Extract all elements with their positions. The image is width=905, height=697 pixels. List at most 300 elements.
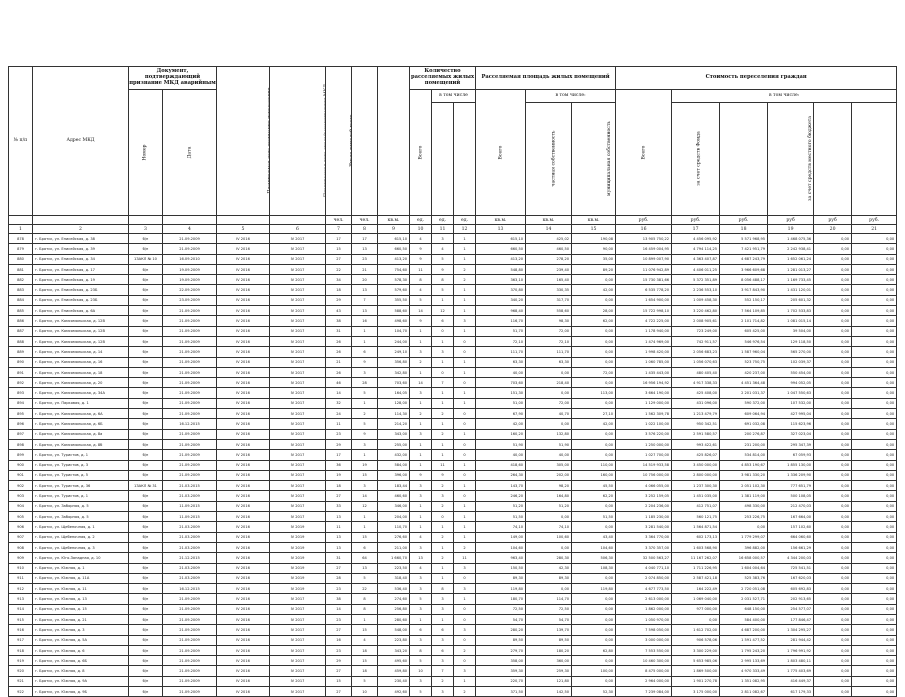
table-cell: 0 xyxy=(454,347,476,357)
table-cell: 0,00 xyxy=(572,625,616,635)
table-cell: 0,00 xyxy=(672,614,720,624)
table-cell: IV 2017 xyxy=(270,244,326,254)
table-cell: 9 xyxy=(352,429,378,439)
table-cell: 21.09.2009 xyxy=(163,666,217,676)
table-cell: 1 474 969,00 xyxy=(616,336,672,346)
table-cell: 11.09.2015 xyxy=(163,512,217,522)
header-planned-resettlement xyxy=(217,67,270,216)
table-cell: 21.09.2009 xyxy=(163,450,217,460)
header-rownum: № п/п xyxy=(9,67,33,216)
table-cell: 0,00 xyxy=(572,614,616,624)
table-cell: 3 xyxy=(352,439,378,449)
table-cell: 28,00 xyxy=(572,306,616,316)
table-cell: 21.09.2009 xyxy=(163,645,217,655)
table-cell: 64 xyxy=(352,553,378,563)
address-cell: г. Братск, ул. Южная, д. 11 xyxy=(33,584,129,594)
table-cell: 13 xyxy=(326,512,352,522)
table-cell: б/н xyxy=(129,419,163,429)
table-cell: 584 400,00 xyxy=(720,614,768,624)
table-cell: 280,30 xyxy=(526,553,572,563)
table-cell: 1 xyxy=(454,367,476,377)
table-cell: 0 xyxy=(454,450,476,460)
table-cell: 919 xyxy=(9,656,33,666)
table-cell: 5 xyxy=(352,419,378,429)
table-cell: 1 862 000,00 xyxy=(616,604,672,614)
table-cell: 615,10 xyxy=(378,234,410,244)
table-cell: 0,00 xyxy=(814,687,852,697)
table-cell: 327 023,04 xyxy=(768,429,814,439)
table-cell: 1 xyxy=(352,450,378,460)
table-cell: 167 620,03 xyxy=(768,573,814,583)
table-cell: 0,00 xyxy=(852,532,897,542)
table-cell: 21.09.2009 xyxy=(163,244,217,254)
table-cell: 0,00 xyxy=(526,542,572,552)
table-cell: 371,50 xyxy=(476,687,526,697)
table-cell: 15 730 381,66 xyxy=(616,275,672,285)
table-cell: 249,10 xyxy=(378,347,410,357)
table-cell: IV 2019 xyxy=(270,532,326,542)
table-cell: IV 2016 xyxy=(217,614,270,624)
table-cell: 39 504,00 xyxy=(768,326,814,336)
address-cell: г. Братск, ул. Южная, д. 15 xyxy=(33,604,129,614)
table-cell: 113,00 xyxy=(572,388,616,398)
table-cell: 280,20 xyxy=(476,625,526,635)
table-cell: 1 xyxy=(454,234,476,244)
table-cell: 1 250 000,00 xyxy=(616,439,672,449)
column-numbers-row xyxy=(9,225,897,234)
table-cell: 0,00 xyxy=(814,295,852,305)
table-cell: IV 2016 xyxy=(217,439,270,449)
table-cell: 27 xyxy=(326,491,352,501)
table-cell: 67,90 xyxy=(476,409,526,419)
table-cell: б/н xyxy=(129,264,163,274)
table-cell: IV 2017 xyxy=(270,625,326,635)
table-row xyxy=(9,378,897,388)
table-cell: IV 2016 xyxy=(217,522,270,532)
address-cell: г. Братск, ул. Енисейская, д. 38 xyxy=(33,234,129,244)
table-cell: 525 383,76 xyxy=(720,573,768,583)
table-cell: 0 xyxy=(454,409,476,419)
table-cell: 885 xyxy=(9,306,33,316)
table-cell: 1 xyxy=(454,460,476,470)
table-cell: 13 xyxy=(352,563,378,573)
column-number-cell: 1 xyxy=(9,225,33,234)
table-cell: 21.09.2009 xyxy=(163,357,217,367)
table-cell: 506,30 xyxy=(572,553,616,563)
table-cell: 13 905 750,22 xyxy=(616,234,672,244)
table-cell: 223,50 xyxy=(378,563,410,573)
table-cell: 29 xyxy=(326,295,352,305)
address-cell: г. Братск, ул. Заборная, д. 5 xyxy=(33,512,129,522)
table-cell: 156 661,29 xyxy=(768,542,814,552)
table-cell: 3 xyxy=(410,347,432,357)
table-cell: IV 2017 xyxy=(270,388,326,398)
table-cell: 894 xyxy=(9,398,33,408)
table-cell: 460,60 xyxy=(378,491,410,501)
table-cell: 1 237 300,30 xyxy=(672,481,720,491)
table-cell: 43 xyxy=(326,306,352,316)
table-cell: 370,80 xyxy=(476,285,526,295)
table-cell: 14 xyxy=(410,378,432,388)
table-cell: 0,00 xyxy=(814,378,852,388)
table-cell: 1 047 550,63 xyxy=(768,388,814,398)
table-cell: 2 101 714,82 xyxy=(720,316,768,326)
table-cell: 51,90 xyxy=(526,439,572,449)
table-cell: 889 xyxy=(9,347,33,357)
table-cell: 279,70 xyxy=(476,645,526,655)
table-cell: 1 xyxy=(352,614,378,624)
table-cell: 46 xyxy=(326,378,352,388)
table-cell: IV 2016 xyxy=(217,604,270,614)
table-cell: IV 2016 xyxy=(217,645,270,655)
table-cell: 0,00 xyxy=(814,306,852,316)
table-cell: 1 xyxy=(432,357,454,367)
table-cell: 129 118,50 xyxy=(768,336,814,346)
table-cell: 21.09.2009 xyxy=(163,687,217,697)
table-cell: 460,50 xyxy=(526,244,572,254)
column-number-cell: 16 xyxy=(616,225,672,234)
table-cell: 12 xyxy=(352,501,378,511)
table-cell: 0,00 xyxy=(720,522,768,532)
table-cell: 1 xyxy=(352,512,378,522)
table-cell: 21.09.2009 xyxy=(163,347,217,357)
table-cell: 560 121,75 xyxy=(672,512,720,522)
table-cell: 0 xyxy=(454,656,476,666)
table-cell: 21.09.2009 xyxy=(163,470,217,480)
table-cell: 274,60 xyxy=(378,594,410,604)
table-cell: 358,00 xyxy=(476,656,526,666)
table-row xyxy=(9,419,897,429)
table-cell: 4 xyxy=(432,244,454,254)
table-cell: IV 2017 xyxy=(270,512,326,522)
table-row xyxy=(9,367,897,377)
table-cell: 882 xyxy=(9,275,33,285)
table-cell: 921 xyxy=(9,676,33,686)
table-cell: 1 xyxy=(432,398,454,408)
table-cell: 1 xyxy=(454,501,476,511)
table-cell: 0,00 xyxy=(572,522,616,532)
table-cell: 3 xyxy=(432,347,454,357)
address-cell: г. Братск, ул. Комсомольская, д. 12В xyxy=(33,336,129,346)
table-cell: 903 xyxy=(9,491,33,501)
table-cell: 900 xyxy=(9,460,33,470)
table-cell: 3 xyxy=(410,635,432,645)
table-cell: 21.09.2009 xyxy=(163,460,217,470)
table-cell: IV 2019 xyxy=(270,542,326,552)
table-cell: 13 xyxy=(352,285,378,295)
table-cell: 295 347,39 xyxy=(768,439,814,449)
table-cell: 777 651,79 xyxy=(768,481,814,491)
table-cell: 21.03.2009 xyxy=(163,532,217,542)
table-cell: 6 535 778,20 xyxy=(616,285,672,295)
table-cell: 244,00 xyxy=(378,336,410,346)
address-cell: г. Братск, ул. Комсомольская, д. 12В xyxy=(33,316,129,326)
table-cell: 4 970 333,49 xyxy=(720,666,768,676)
table-cell: IV 2019 xyxy=(270,522,326,532)
table-cell: 425 826,07 xyxy=(672,450,720,460)
table-cell: 72,00 xyxy=(526,326,572,336)
table-cell: 890 xyxy=(9,357,33,367)
table-cell: 2 811 082,67 xyxy=(720,687,768,697)
table-cell: 891 xyxy=(9,367,33,377)
table-cell: 21.03.2009 xyxy=(163,522,217,532)
table-cell: 0,00 xyxy=(852,512,897,522)
header-rooms-total: Всего xyxy=(410,90,432,216)
table-cell: 1 901 270,78 xyxy=(672,676,720,686)
table-cell: 0,00 xyxy=(852,481,897,491)
table-cell: 615,10 xyxy=(476,234,526,244)
table-cell: 0,00 xyxy=(852,614,897,624)
address-cell: г. Братск, ул. Енисейская, д. 39 xyxy=(33,244,129,254)
unit-cell xyxy=(217,216,270,225)
table-cell: б/н xyxy=(129,522,163,532)
table-cell: 51,50 xyxy=(476,512,526,522)
table-cell: 1 xyxy=(454,676,476,686)
table-body xyxy=(9,216,897,697)
table-cell: 22.09.2009 xyxy=(163,285,217,295)
table-row xyxy=(9,522,897,532)
table-cell: 0,00 xyxy=(572,604,616,614)
table-cell: 3 xyxy=(432,234,454,244)
header-cost-incl: в том числе: xyxy=(672,90,897,103)
table-cell: 21.03.2009 xyxy=(163,563,217,573)
table-cell: 4 363 407,87 xyxy=(672,254,720,264)
table-cell: 0,00 xyxy=(572,336,616,346)
table-cell: 28 xyxy=(352,378,378,388)
table-cell: б/н xyxy=(129,285,163,295)
table-cell: 89,30 xyxy=(526,573,572,583)
table-cell: 10 756 000,00 xyxy=(616,470,672,480)
table-cell: 897 xyxy=(9,429,33,439)
table-cell: 0,00 xyxy=(852,542,897,552)
table-cell: 18 xyxy=(326,481,352,491)
table-cell: 72,10 xyxy=(526,336,572,346)
table-cell: 7 xyxy=(352,295,378,305)
table-cell: б/н xyxy=(129,336,163,346)
table-cell: 909 xyxy=(9,553,33,563)
table-cell: 100,60 xyxy=(526,532,572,542)
table-cell: IV 2017 xyxy=(270,234,326,244)
table-cell: 916 xyxy=(9,625,33,635)
address-cell: г. Братск, ул. Комсомольская, д. 16 xyxy=(33,357,129,367)
table-cell: 14 xyxy=(410,306,432,316)
table-cell: 495,60 xyxy=(378,656,410,666)
table-cell: IV 2017 xyxy=(270,326,326,336)
table-cell: 6 xyxy=(432,316,454,326)
table-cell: IV 2016 xyxy=(217,512,270,522)
table-cell: 3 xyxy=(454,563,476,573)
table-cell: 177 846,47 xyxy=(768,614,814,624)
address-cell: г. Братск, ул. Туристов, д. 3 xyxy=(33,460,129,470)
table-cell: 11.09.2015 xyxy=(163,501,217,511)
table-cell: 21.09.2009 xyxy=(163,594,217,604)
header-document-group: Документ, подтверждающий признание МКД аварийным xyxy=(129,67,217,90)
table-cell: 0,00 xyxy=(852,429,897,439)
table-cell: 0 xyxy=(454,470,476,480)
table-cell: 703,60 xyxy=(378,378,410,388)
table-cell: IV 2016 xyxy=(217,378,270,388)
table-row xyxy=(9,614,897,624)
table-row xyxy=(9,563,897,573)
table-cell: 15 xyxy=(352,625,378,635)
table-cell: 51,00 xyxy=(476,398,526,408)
table-cell: 54,70 xyxy=(526,614,572,624)
table-cell: 3 xyxy=(410,584,432,594)
table-cell: 4 722 225,00 xyxy=(616,316,672,326)
table-cell: 62,20 xyxy=(572,491,616,501)
table-cell: 15 xyxy=(352,470,378,480)
table-cell: 584,00 xyxy=(378,460,410,470)
table-cell: IV 2017 xyxy=(270,460,326,470)
table-cell: IV 2016 xyxy=(217,336,270,346)
table-cell: 0,00 xyxy=(814,275,852,285)
table-cell: 886 xyxy=(9,316,33,326)
table-cell: 16 459 004,95 xyxy=(616,244,672,254)
table-cell: 0,00 xyxy=(814,584,852,594)
table-cell: б/н xyxy=(129,450,163,460)
table-cell: 0,00 xyxy=(852,275,897,285)
address-cell: г. Братск, ул. Енисейская, д. 17 xyxy=(33,264,129,274)
table-cell: 21.03.2009 xyxy=(163,491,217,501)
column-number-cell: 13 xyxy=(476,225,526,234)
table-cell: 0 xyxy=(432,326,454,336)
table-cell: 5 xyxy=(410,656,432,666)
table-cell: 1 654 900,00 xyxy=(616,295,672,305)
table-cell: 51,20 xyxy=(526,501,572,511)
table-cell: IV 2016 xyxy=(217,254,270,264)
table-cell: 13 xyxy=(326,542,352,552)
table-row xyxy=(9,264,897,274)
table-cell: 2 008 905,61 xyxy=(672,316,720,326)
table-cell: 51,20 xyxy=(476,501,526,511)
table-cell: 0,00 xyxy=(814,347,852,357)
table-cell: б/н xyxy=(129,326,163,336)
table-cell: 888 xyxy=(9,336,33,346)
table-cell: 21.09.2009 xyxy=(163,326,217,336)
unit-cell: чел. xyxy=(326,216,352,225)
table-cell: 211,00 xyxy=(378,542,410,552)
table-cell: 35,00 xyxy=(572,254,616,264)
address-cell: г. Братск, ул. Заборная, д. 5 xyxy=(33,501,129,511)
table-cell: 43,40 xyxy=(572,532,616,542)
table-cell: 0,00 xyxy=(852,244,897,254)
table-cell: б/н xyxy=(129,295,163,305)
table-cell: 12 xyxy=(432,306,454,316)
table-cell: 907 xyxy=(9,532,33,542)
table-cell: б/н xyxy=(129,542,163,552)
table-cell: 11 xyxy=(410,264,432,274)
table-cell: IV 2016 xyxy=(217,264,270,274)
table-cell: 498,60 xyxy=(378,316,410,326)
table-cell: 552 150,17 xyxy=(720,295,768,305)
table-cell: 977 000,00 xyxy=(672,604,720,614)
unit-cell: руб. xyxy=(852,216,897,225)
table-cell: 4 xyxy=(410,285,432,295)
table-cell: б/н xyxy=(129,409,163,419)
table-cell: 0,00 xyxy=(852,347,897,357)
table-cell: 0,00 xyxy=(852,491,897,501)
header-cost-total: Всего xyxy=(616,90,672,216)
table-cell: 412 751,07 xyxy=(672,501,720,511)
table-cell: 21.03.2009 xyxy=(163,542,217,552)
address-cell: г. Братск, ул. Енисейская, д. 34 xyxy=(33,254,129,264)
table-cell: 14 xyxy=(326,604,352,614)
table-cell: 157 102,60 xyxy=(768,522,814,532)
table-row xyxy=(9,676,897,686)
table-cell: 32 500 563,27 xyxy=(616,553,672,563)
table-cell: 3 xyxy=(410,491,432,501)
table-cell: 2 201 031,37 xyxy=(720,388,768,398)
table-cell: 0,00 xyxy=(852,316,897,326)
table-cell: 427 995,04 xyxy=(768,409,814,419)
table-cell: 910 xyxy=(9,563,33,573)
table-cell: 3 xyxy=(410,481,432,491)
table-cell: 4 853 190,67 xyxy=(720,460,768,470)
table-row xyxy=(9,481,897,491)
table-cell: 8 xyxy=(352,604,378,614)
table-cell: 14 xyxy=(352,491,378,501)
table-cell: 918 xyxy=(9,645,33,655)
table-cell: 23 xyxy=(326,645,352,655)
table-cell: 45,50 xyxy=(572,481,616,491)
address-cell: г. Братск, ул. Комсомольская, д. 6Б xyxy=(33,419,129,429)
table-cell: 1 xyxy=(410,398,432,408)
table-cell: 558,60 xyxy=(526,306,572,316)
table-cell: 40,70 xyxy=(526,409,572,419)
table-row xyxy=(9,285,897,295)
table-cell: 0,00 xyxy=(814,450,852,460)
address-cell: г. Братск, ул. Щебеночная, д. 2 xyxy=(33,532,129,542)
table-cell: 27 xyxy=(326,563,352,573)
table-cell: 0 xyxy=(454,604,476,614)
table-cell: 202,00 xyxy=(526,470,572,480)
table-cell: 534 814,00 xyxy=(720,450,768,460)
table-cell: 23 xyxy=(352,254,378,264)
table-cell: 21.09.2009 xyxy=(163,336,217,346)
table-cell: 4 456 095,92 xyxy=(672,234,720,244)
table-cell: 892 xyxy=(9,378,33,388)
table-cell: 1 xyxy=(432,336,454,346)
table-cell: 330,35 xyxy=(526,285,572,295)
table-cell: 416 449,37 xyxy=(768,676,814,686)
table-cell: IV 2016 xyxy=(217,553,270,563)
table-cell: 2 720 051,08 xyxy=(720,584,768,594)
table-cell: 3 xyxy=(454,316,476,326)
table-cell: 664 060,60 xyxy=(768,532,814,542)
table-cell: 21.09.2009 xyxy=(163,388,217,398)
table-cell: 920 xyxy=(9,666,33,676)
table-cell: IV 2017 xyxy=(270,666,326,676)
header-cost-group: Стоимость переселения граждан xyxy=(616,67,897,90)
table-cell: IV 2017 xyxy=(270,645,326,655)
table-cell: 3 981 330,20 xyxy=(720,470,768,480)
table-cell: 15 xyxy=(352,532,378,542)
table-cell: 1 998 420,00 xyxy=(616,347,672,357)
column-number-cell: 2 xyxy=(33,225,129,234)
table-cell: 0,00 xyxy=(814,645,852,655)
table-cell: 2 xyxy=(352,409,378,419)
resettlement-table xyxy=(8,66,897,697)
table-cell: 0,00 xyxy=(852,656,897,666)
table-cell: 18 xyxy=(352,666,378,676)
table-cell: IV 2016 xyxy=(217,481,270,491)
table-cell: 2 xyxy=(432,676,454,686)
header-cost-offbudget xyxy=(852,103,897,216)
table-cell: 23 xyxy=(326,614,352,624)
table-cell: IV 2016 xyxy=(217,470,270,480)
table-cell: 1 xyxy=(454,481,476,491)
table-cell: 340,20 xyxy=(476,295,526,305)
